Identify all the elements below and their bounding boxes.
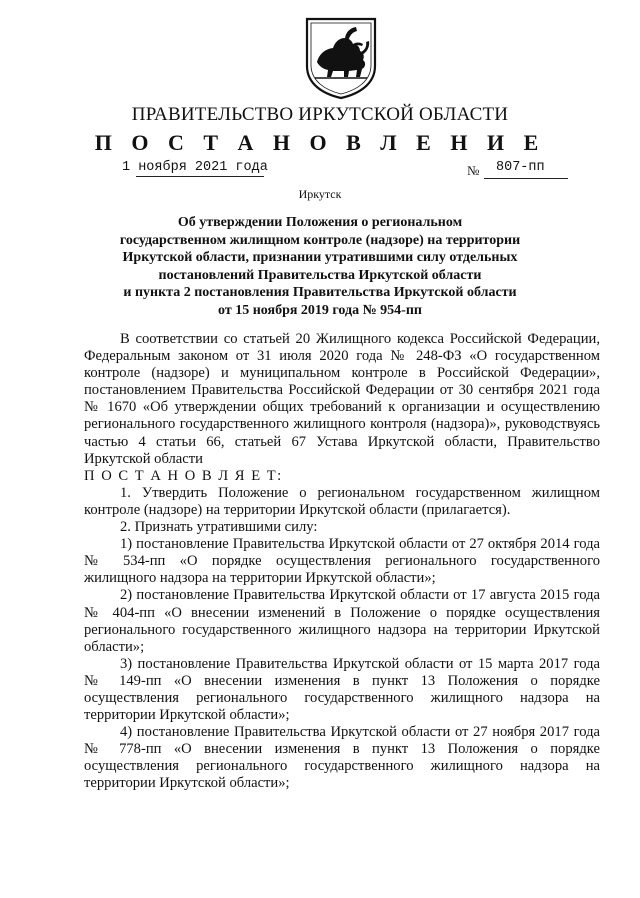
list-item: 3) постановление Правительства Иркутской области от 15 марта 2017 года № 149-пп «О внесении изменения в пункт 13 Положения о порядке осуществления регионального государственного жилищного надзора на территории Иркутской области»;	[84, 655, 600, 724]
preamble-paragraph: В соответствии со статьей 20 Жилищного кодекса Российской Федерации, Федеральным законом от 31 июля 2020 года № 248-ФЗ «О государственном контроле (надзоре) и муниципальном контроле в Российской Федерации», постановлением Правительства Российской Федерации от 30 сентября 2021 года № 1670 «Об утверждении общих требований к организации и осуществлению регионального государственного жилищного контроля (надзора)», руководствуясь частью 4 статьи 66, статьей 67 Устава Иркутской области, Правительство Иркутской области	[84, 331, 600, 467]
coat-of-arms-icon	[303, 16, 379, 100]
title-line: государственном жилищном контроле (надзоре) на территории	[119, 232, 521, 248]
document-title	[110, 214, 530, 320]
document-body	[84, 331, 600, 793]
title-line: и пункта 2 постановления Правительства Иркутской области	[123, 285, 517, 301]
government-name: ПРАВИТЕЛЬСТВО ИРКУТСКОЙ ОБЛАСТИ	[131, 104, 509, 125]
city-name: Иркутск	[298, 187, 342, 201]
document-date: 1 ноября 2021 года	[122, 160, 268, 175]
title-line: от 15 ноября 2019 года № 954-пп	[218, 302, 422, 318]
list-item: 4) постановление Правительства Иркутской области от 27 ноября 2017 года № 778-пп «О внесении изменения в пункт 13 Положения о порядке осуществления регионального государственного жилищного надзора на территории Иркутской области»;	[84, 724, 600, 792]
list-item: 2) постановление Правительства Иркутской области от 17 августа 2015 года № 404-пп «О внесении изменений в Положение о порядке осуществления регионального государственного жилищного надзора на территории Иркутской области»;	[84, 587, 600, 655]
date-underline	[136, 176, 264, 177]
list-item: 2. Признать утратившими силу:	[120, 519, 318, 536]
document-type: П О С Т А Н О В Л Е Н И Е	[94, 130, 546, 155]
number-underline	[484, 178, 568, 179]
list-item: 1. Утвердить Положение о региональном государственном жилищном контроле (надзоре) на территории Иркутской области (прилагается).	[84, 484, 600, 518]
list-item: 1) постановление Правительства Иркутской области от 27 октября 2014 года № 534-пп «О порядке осуществления регионального государственного жилищного надзора на территории Иркутской области»;	[84, 536, 600, 587]
decree-word: П О С Т А Н О В Л Я Е Т:	[84, 467, 283, 484]
title-line: Об утверждении Положения о региональном	[177, 215, 463, 230]
number-sign: №	[467, 163, 480, 178]
title-line: постановлений Правительства Иркутской области	[158, 267, 482, 283]
document-number: 807-пп	[496, 160, 545, 175]
title-line: Иркутской области, признании утратившими силу отдельных	[122, 250, 518, 266]
